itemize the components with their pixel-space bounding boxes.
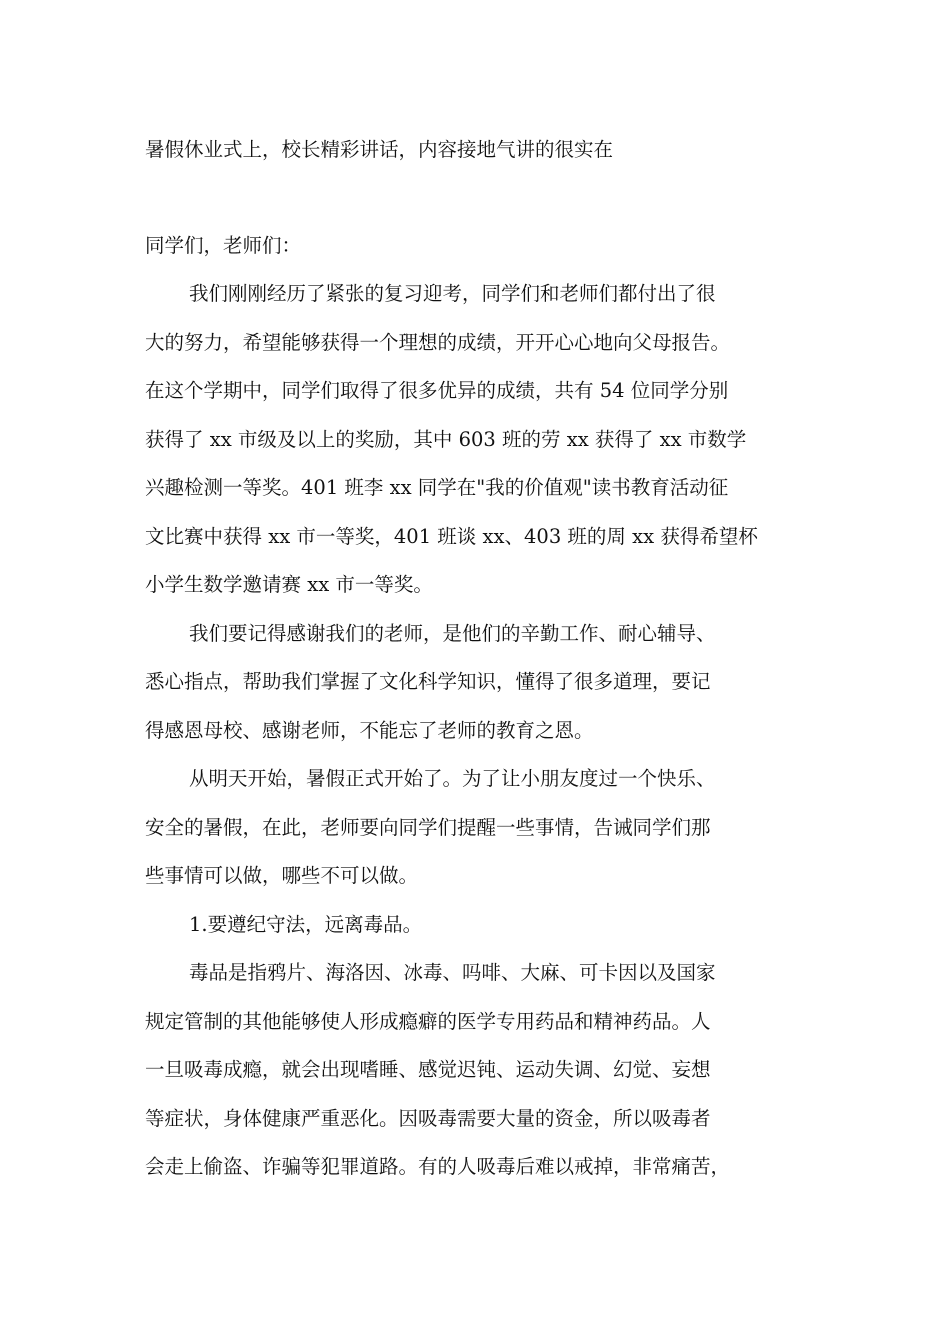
greeting-line: 同学们，老师们： — [145, 234, 302, 257]
paragraph-line: 我们要记得感谢我们的老师，是他们的辛勤工作、耐心辅导、 — [189, 621, 716, 645]
title-spacer — [145, 174, 825, 222]
paragraph — [145, 610, 825, 756]
paragraph — [145, 270, 825, 610]
paragraph-line: 安全的暑假，在此，老师要向同学们提醒一些事情，告诫同学们那 — [145, 815, 711, 839]
paragraph — [145, 949, 825, 1192]
paragraph-line: 毒品是指鸦片、海洛因、冰毒、吗啡、大麻、可卡因以及国家 — [189, 961, 716, 984]
paragraph-line: 悉心指点，帮助我们掌握了文化科学知识，懂得了很多道理，要记 — [145, 670, 711, 693]
paragraph-line: 些事情可以做，哪些不可以做。 — [145, 864, 419, 887]
paragraph-line: 我们刚刚经历了紧张的复习迎考，同学们和老师们都付出了很 — [189, 282, 716, 305]
paragraph-line: 小学生数学邀请赛 xx 市一等奖。 — [145, 573, 433, 596]
paragraph — [145, 755, 825, 901]
document-title: 暑假休业式上，校长精彩讲话，内容接地气讲的很实在 — [145, 138, 614, 161]
paragraph-line: 从明天开始，暑假正式开始了。为了让小朋友度过一个快乐、 — [189, 767, 716, 790]
paragraph-line: 在这个学期中，同学们取得了很多优异的成绩，共有 54 位同学分别 — [145, 379, 729, 402]
section-heading: 1.要遵纪守法，远离毒品。 — [189, 912, 423, 936]
paragraph-line: 获得了 xx 市级及以上的奖励，其中 603 班的劳 xx 获得了 xx 市数学 — [145, 427, 747, 451]
paragraph-line: 一旦吸毒成瘾，就会出现嗜睡、感觉迟钝、运动失调、幻觉、妄想 — [145, 1058, 711, 1081]
document-page — [145, 126, 825, 1192]
paragraph-line: 得感恩母校、感谢老师，不能忘了老师的教育之恩。 — [145, 718, 594, 742]
paragraph-line: 兴趣检测一等奖。401 班李 xx 同学在"我的价值观"读书教育活动征 — [145, 476, 729, 499]
paragraph-line: 会走上偷盗、诈骗等犯罪道路。有的人吸毒后难以戒掉，非常痛苦， — [145, 1155, 731, 1178]
paragraph-line: 规定管制的其他能够使人形成瘾癖的医学专用药品和精神药品。人 — [145, 1009, 711, 1033]
paragraph-line: 大的努力，希望能够获得一个理想的成绩，开开心心地向父母报告。 — [145, 330, 731, 354]
paragraph-line: 文比赛中获得 xx 市一等奖，401 班谈 xx、403 班的周 xx 获得希望杯 — [145, 524, 758, 548]
paragraph-line: 等症状，身体健康严重恶化。因吸毒需要大量的资金，所以吸毒者 — [145, 1106, 711, 1130]
paragraph — [145, 901, 825, 950]
